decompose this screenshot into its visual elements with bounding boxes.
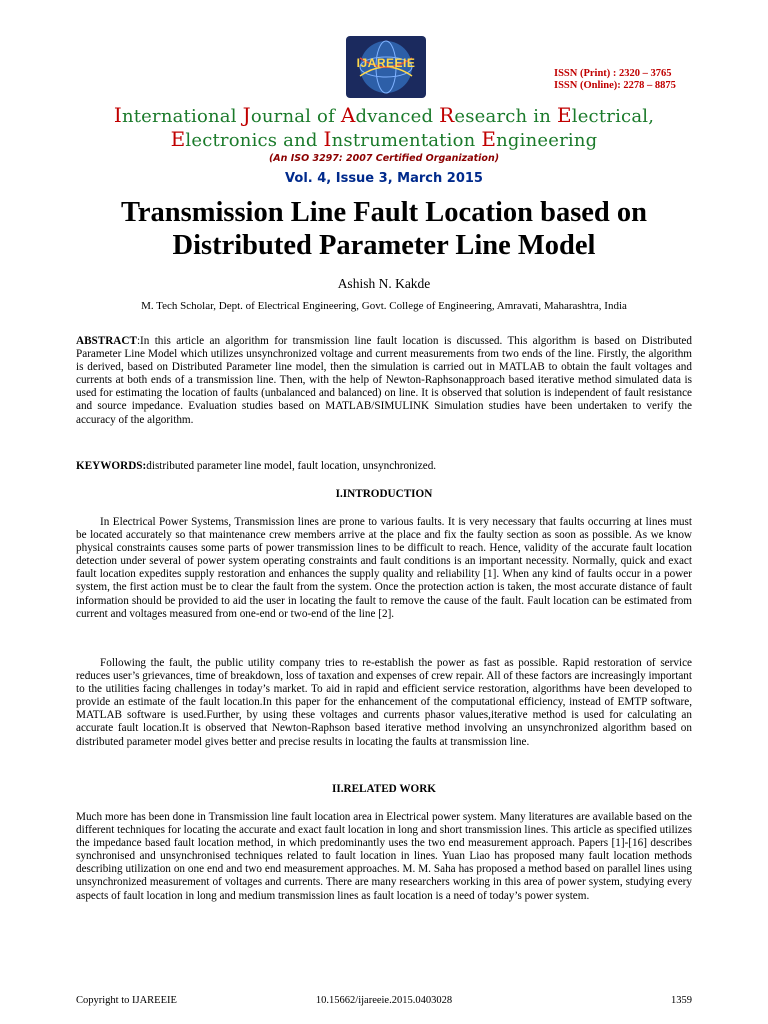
footer-page-number: 1359 [671,995,692,1006]
issn-online: ISSN (Online): 2278 – 8875 [554,80,676,91]
journal-initial: E [170,127,186,151]
keywords-label: KEYWORDS: [76,460,147,472]
journal-initial: E [481,127,497,151]
journal-word: ournal of [250,106,341,127]
journal-word: nternational [121,106,243,127]
keywords-text: distributed parameter line model, fault location, unsynchronized. [146,460,437,472]
introduction-paragraph-1: In Electrical Power Systems, Transmission lines are prone to various faults. It is very necessary that faults occurring at lines must be located accurately so that maintenance crew members arrive at the place and fix the faulty section as soon as possible. As we know physical constraints causes some parts of power transmission lines to be difficult to reach. Hence, validity of the accurate fault location detection under several of power system operating constraints and fault conditions is an important necessity. Normally, quick and exact fault location expedites supply restoration and enhances the supply quality and reliability [1]. When any kind of faults occur in a power system, the first action must be to clear the fault from the system. Once the protection action is taken, the most accurate distance of fault information should be provided to aid the user in locating the fault to remove the cause of the fault. Fault location can be estimated from current and voltages measured from one-end or two-end of the line [2]. [76,516,692,620]
volume-issue: Vol. 4, Issue 3, March 2015 [285,171,483,186]
journal-word: lectrical, [571,106,655,127]
paper-title-line1: Transmission Line Fault Location based on [120,197,648,228]
abstract-label: ABSTRACT [76,335,137,347]
journal-word: dvanced [355,106,440,127]
journal-name-line2 [0,128,768,152]
journal-initial: J [242,103,251,127]
journal-initial: I [323,127,332,151]
affiliation: M. Tech Scholar, Dept. of Electrical Engineering, Govt. College of Engineering, Amravati, Maharashtra, India [141,300,627,312]
paper-title-line2: Distributed Parameter Line Model [172,230,596,261]
paper-title [0,196,768,262]
journal-name [0,104,768,152]
issn-print: ISSN (Print) : 2320 – 3765 [554,68,672,79]
journal-initial: I [113,103,122,127]
journal-logo [346,36,426,98]
author: Ashish N. Kakde [337,276,431,291]
journal-initial: R [439,103,455,127]
abstract [76,335,692,427]
keywords [76,460,692,473]
certification: (An ISO 3297: 2007 Certified Organization) [268,153,500,164]
footer-doi: 10.15662/ijareeie.2015.0403028 [315,995,453,1006]
section-heading-related-work: II.RELATED WORK [331,783,437,795]
related-work-paragraph-1: Much more has been done in Transmission line fault location area in Electrical power system. Many literatures are available based on the different techniques for locating the accurate and exact fault location in long and short transmission lines. This article as specified utilizes the impedance based fault location method, in which predominantly uses the two end measurement approach. Papers [1]-[16] describes synchronised and unsynchronised techniques related to fault location in lines. Yuan Liao has proposed many fault location methods describing utilization on one end and two end measurement approaches. M. M. Saha has proposed a method based on parallel lines using unsynchronized measurement of voltages and currents. There are many researchers working in this area of power system, studying every aspects of fault location in long and medium transmission lines as fault location is a need of today’s power system. [76,811,692,902]
journal-initial: A [340,103,356,127]
journal-word: lectronics and [185,130,324,151]
introduction-paragraph-2: Following the fault, the public utility company tries to re-establish the power as fast as possible. Rapid restoration of service reduces user’s grievances, time of breakdown, loss of taxation and expenses of crew repair. All of these factors are increasingly important to the utilities facing challenges in today’s market. To aid in rapid and efficient service restoration, algorithms have been developed to provide an estimate of the fault location.In this paper for the enhancement of the computational efficiency, instead of EMTP software, MATLAB software is used.Further, by using these voltages and currents phasor values,iterative method is used for calculating an accurate fault location.It is observed that Newton-Raphson based iterative method involving an unsynchronized algorithm based on distributed parameter model gives better and precise results in locating the faults at transmission line. [76,657,692,748]
abstract-text: :In this article an algorithm for transmission line fault location is discussed. This algorithm is based on Distributed Parameter Line Model which utilizes unsynchronized voltage and current measurements from two ends of the line. Firstly, the algorithm is derived, based on Distributed Parameter line model, then the simulation is carried out in MATLAB to obtain the fault voltages and currents at both ends of a transmission line. Then, with the help of Newton-Raphsonapproach based iterative method simulated data is used for estimating the location of faults (unbalanced and balanced) on line. It is observed that solution is independent of fault resistance and source impedance. Evaluation studies based on MATLAB/SIMULINK Simulation studies have been undertaken to verify the accuracy of the algorithm. [76,335,692,426]
journal-initial: E [556,103,572,127]
section-heading-introduction: I.INTRODUCTION [335,488,433,500]
journal-word: nstrumentation [331,130,482,151]
journal-name-line1 [0,104,768,128]
journal-word: esearch in [454,106,557,127]
issn-block [554,68,676,92]
journal-word: ngineering [496,130,598,151]
footer-copyright: Copyright to IJAREEIE [76,995,177,1006]
logo-text: IJAREEIE [356,56,416,70]
